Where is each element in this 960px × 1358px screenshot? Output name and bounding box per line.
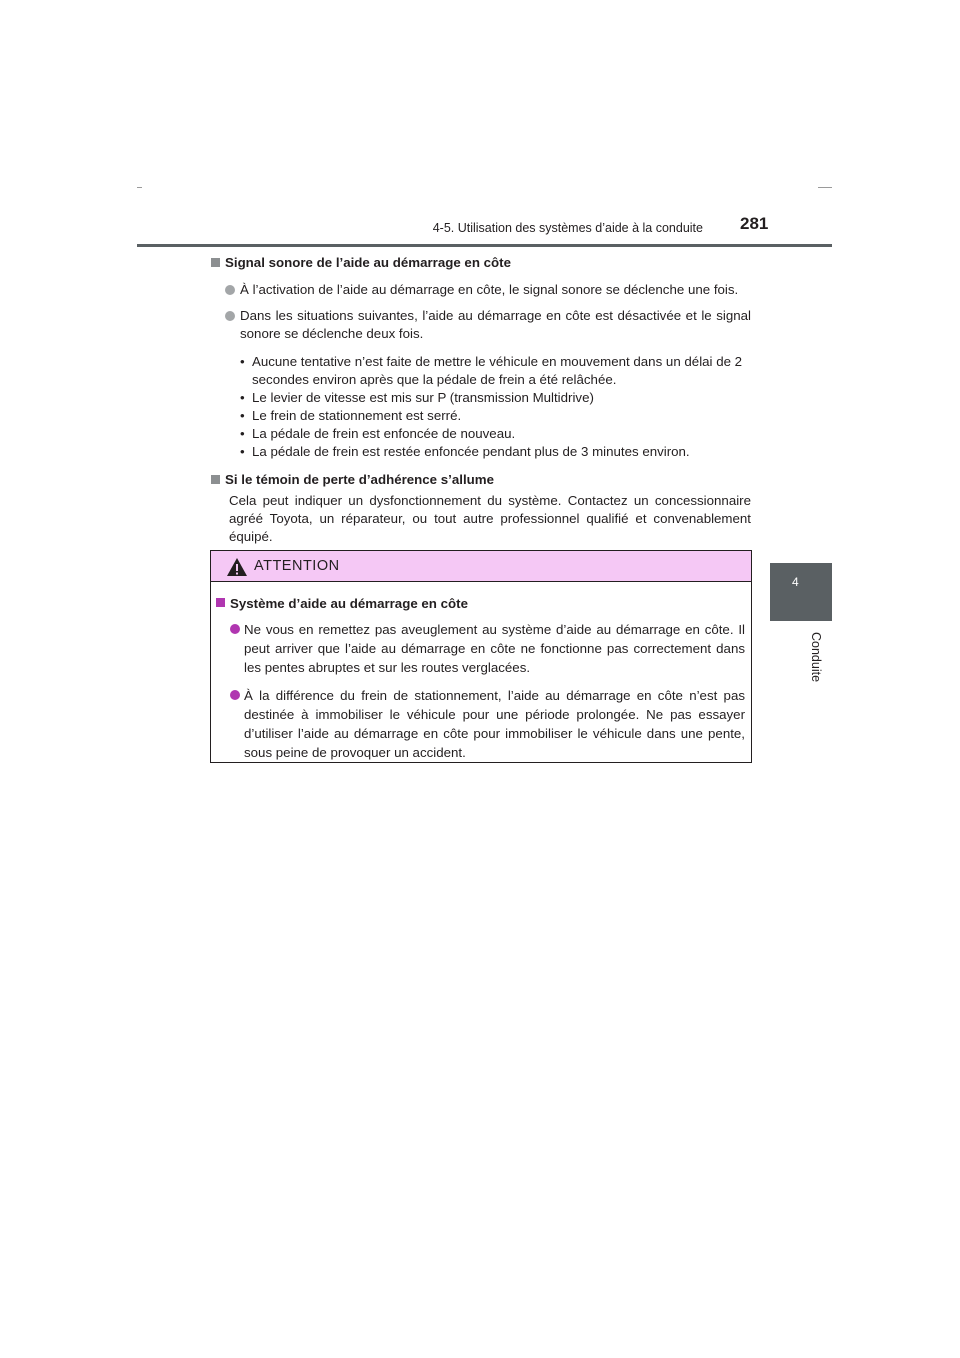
chapter-number: 4	[792, 575, 799, 589]
section-title	[211, 471, 751, 489]
section-title	[211, 254, 751, 272]
sub-list-item: • La pédale de frein est enfoncée de nouveau.	[240, 426, 516, 441]
chapter-label: Conduite	[809, 632, 823, 683]
sub-list-item-text: Le frein de stationnement est serré.	[252, 408, 462, 423]
square-bullet-icon	[211, 475, 220, 484]
round-bullet-icon	[230, 690, 240, 700]
square-bullet-icon	[211, 258, 220, 267]
warning-section-title-text: Système d’aide au démarrage en côte	[230, 596, 468, 611]
list-item-text: Dans les situations suivantes, l’aide au démarrage en côte est désactivée et le signal sonore se déclenche deux fois.	[240, 308, 751, 341]
sub-list-item-text: Le levier de vitesse est mis sur P (transmission Multidrive)	[252, 390, 594, 405]
warning-triangle-icon	[226, 557, 248, 582]
chapter-tab	[770, 563, 832, 621]
warning-list-item-text: Ne vous en remettez pas aveuglement au système d’aide au démarrage en côte. Il peut arriver que l’aide au démarrage en côte ne fonctionne pas correctement dans les pentes abruptes et sur les routes verglacées.	[244, 622, 745, 675]
warning-header	[211, 551, 751, 582]
list-item-text: À l’activation de l’aide au démarrage en côte, le signal sonore se déclenche une fois.	[240, 282, 739, 297]
warning-body	[216, 594, 745, 771]
section-title-text: Si le témoin de perte d’adhérence s’allume	[225, 472, 494, 487]
sub-list-item-text: La pédale de frein est restée enfoncée pendant plus de 3 minutes environ.	[252, 444, 690, 459]
round-bullet-icon	[230, 624, 240, 634]
sub-list	[211, 353, 751, 461]
page-number: 281	[740, 214, 769, 233]
warning-list-item-text: À la différence du frein de stationnement, l’aide au démarrage en côte n’est pas destinée à immobiliser le véhicule pour une période prolongée. Ne pas essayer d’utiliser l’aide au démarrage en côte pour immobiliser le véhicule dans une pente, sous peine de provoquer un accident.	[244, 688, 745, 760]
crop-mark-left	[137, 187, 142, 188]
section-title-text: Signal sonore de l’aide au démarrage en côte	[225, 255, 511, 270]
warning-box	[210, 550, 752, 763]
sub-list-item-text: Aucune tentative n’est faite de mettre le véhicule en mouvement dans un délai de 2 secondes environ après que la pédale de frein a été relâchée.	[252, 354, 743, 387]
sub-list-item: • Aucune tentative n’est faite de mettre le véhicule en mouvement dans un délai de 2 secondes environ après que la pédale de frein a été relâchée.	[240, 354, 743, 387]
sub-list-item: • Le frein de stationnement est serré.	[240, 408, 462, 423]
round-bullet-icon	[225, 285, 235, 295]
running-header: 4-5. Utilisation des systèmes d’aide à la conduite	[432, 221, 703, 235]
header-rule	[137, 244, 832, 247]
round-bullet-icon	[225, 311, 235, 321]
section-paragraph: Cela peut indiquer un dysfonctionnement du système. Contactez un concessionnaire agréé Toyota, un réparateur, ou tout autre professionnel qualifié et convenablement équipé.	[229, 493, 751, 544]
crop-mark-right	[818, 187, 832, 188]
sub-list-item: • La pédale de frein est restée enfoncée pendant plus de 3 minutes environ.	[240, 444, 690, 459]
main-content	[211, 254, 751, 546]
list-item	[211, 307, 751, 343]
list-item	[211, 281, 751, 299]
warning-list-item	[216, 686, 745, 762]
warning-section-title	[216, 594, 745, 613]
warning-list-item	[216, 620, 745, 677]
warning-title: ATTENTION	[254, 558, 340, 574]
square-bullet-icon	[216, 598, 225, 607]
sub-list-item: • Le levier de vitesse est mis sur P (transmission Multidrive)	[240, 390, 594, 405]
sub-list-item-text: La pédale de frein est enfoncée de nouveau.	[252, 426, 516, 441]
